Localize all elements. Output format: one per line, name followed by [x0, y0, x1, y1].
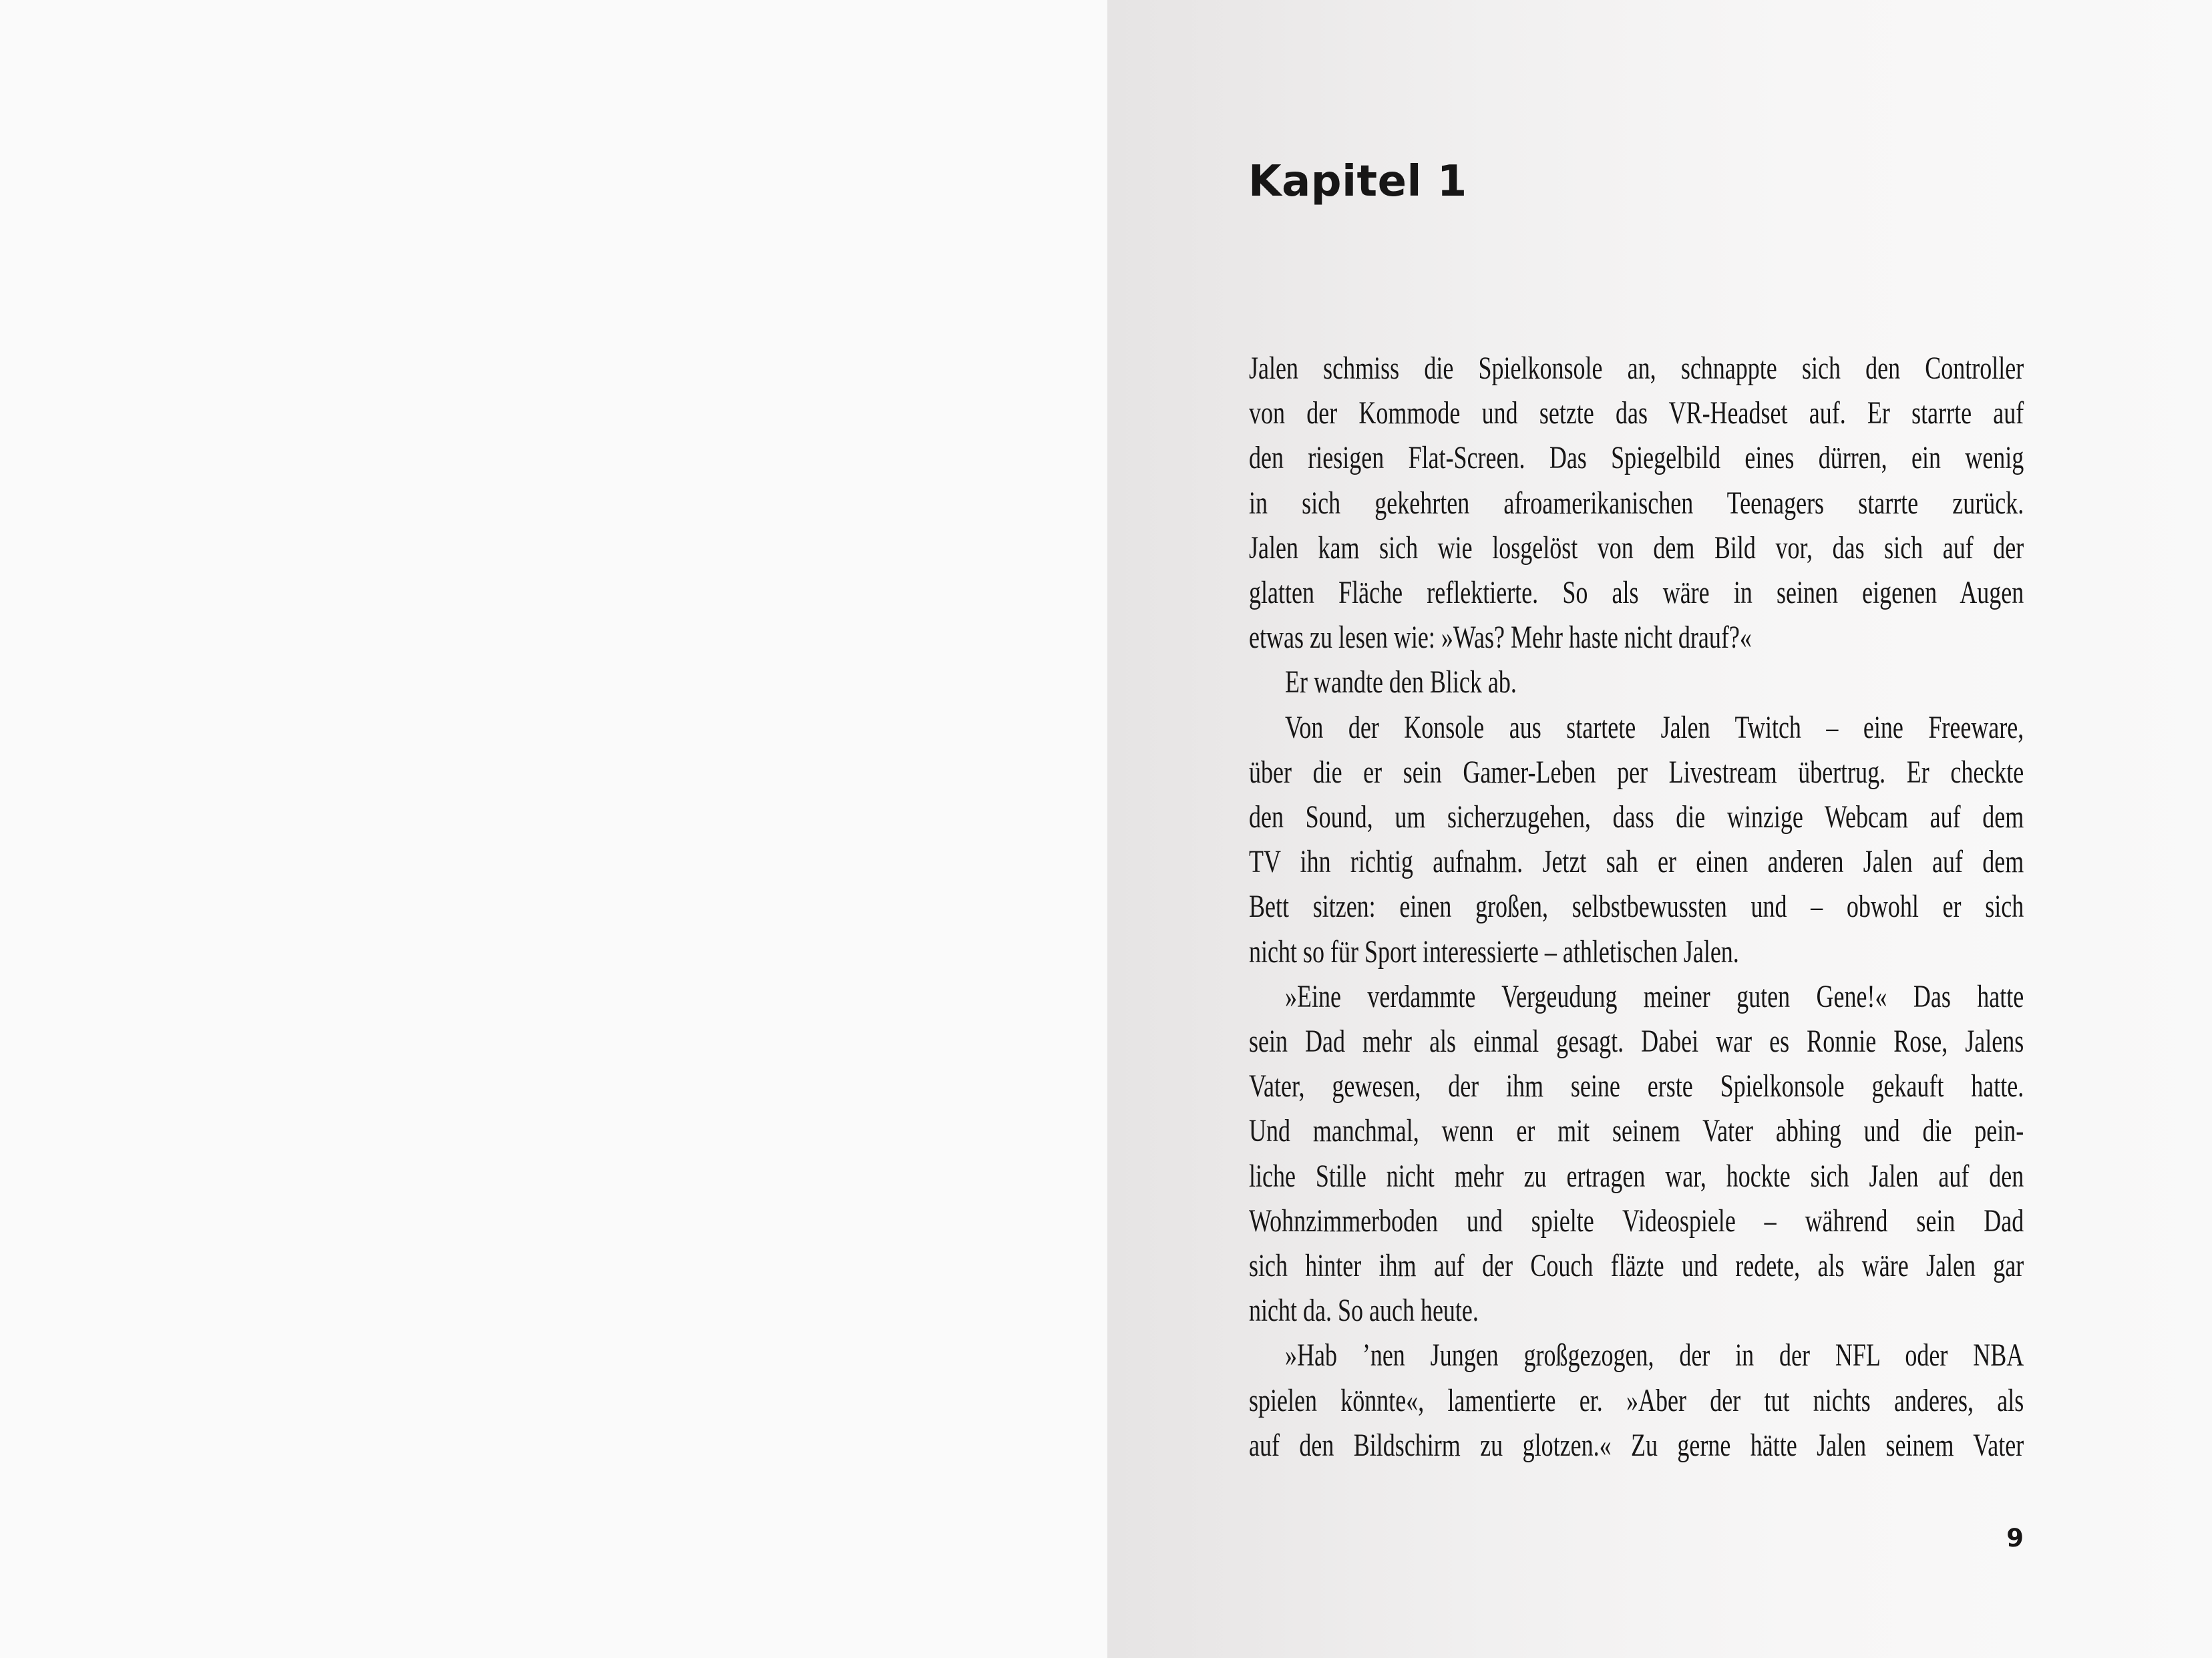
text-line: sich hinter ihm auf der Couch fläzte und redete, als wäre Jalen gar: [1249, 1248, 2024, 1284]
text-line: Bett sitzen: einen großen, selbstbewussten und – obwohl er sich: [1249, 889, 2024, 925]
text-line: nicht so für Sport interessierte – athletischen Jalen.: [1249, 934, 1739, 970]
text-line: »Hab ’nen Jungen großgezogen, der in der NFL oder NBA: [1285, 1337, 2024, 1374]
text-line: auf den Bildschirm zu glotzen.« Zu gerne hätte Jalen seinem Vater: [1249, 1427, 2024, 1463]
text-line: »Eine verdammte Vergeudung meiner guten Gene!« Das hatte: [1285, 978, 2024, 1014]
text-line: spielen könnte«, lamentierte er. »Aber der tut nichts anderes, als: [1249, 1382, 2024, 1418]
text-line: Jalen schmiss die Spielkonsole an, schnappte sich den Controller: [1249, 351, 2024, 386]
body-text: [1249, 346, 2024, 1468]
page-number: 9: [2006, 1524, 2024, 1552]
text-line: über die er sein Gamer-Leben per Livestream übertrug. Er checkte: [1249, 754, 2024, 790]
text-line: etwas zu lesen wie: »Was? Mehr haste nicht drauf?«: [1249, 620, 1752, 656]
text-line: Von der Konsole aus startete Jalen Twitch – eine Freeware,: [1285, 709, 2024, 745]
text-line: Vater, gewesen, der ihm seine erste Spielkonsole gekauft hatte.: [1249, 1068, 2024, 1104]
text-line: Er wandte den Blick ab.: [1285, 664, 1517, 700]
text-line: liche Stille nicht mehr zu ertragen war, hockte sich Jalen auf den: [1249, 1158, 2024, 1194]
chapter-title: Kapitel 1: [1248, 157, 1467, 206]
text-line: den Sound, um sicherzugehen, dass die winzige Webcam auf dem: [1249, 799, 2024, 835]
text-line: Wohnzimmerboden und spielte Videospiele – während sein Dad: [1249, 1203, 2024, 1239]
text-line: nicht da. So auch heute.: [1249, 1293, 1479, 1329]
text-line: sein Dad mehr als einmal gesagt. Dabei war es Ronnie Rose, Jalens: [1249, 1024, 2024, 1060]
text-line: Und manchmal, wenn er mit seinem Vater abhing und die pein-: [1249, 1113, 2024, 1149]
text-line: glatten Fläche reflektierte. So als wäre in seinen eigenen Augen: [1249, 575, 2024, 611]
text-line: TV ihn richtig aufnahm. Jetzt sah er einen anderen Jalen auf dem: [1249, 844, 2024, 880]
text-line: in sich gekehrten afroamerikanischen Teenagers starrte zurück.: [1249, 485, 2024, 521]
text-line: von der Kommode und setzte das VR-Headset auf. Er starrte auf: [1249, 395, 2024, 431]
right-page: [1107, 0, 2212, 1658]
text-line: den riesigen Flat-Screen. Das Spiegelbild eines dürren, ein wenig: [1249, 440, 2024, 476]
text-line: Jalen kam sich wie losgelöst von dem Bild vor, das sich auf der: [1249, 530, 2024, 566]
